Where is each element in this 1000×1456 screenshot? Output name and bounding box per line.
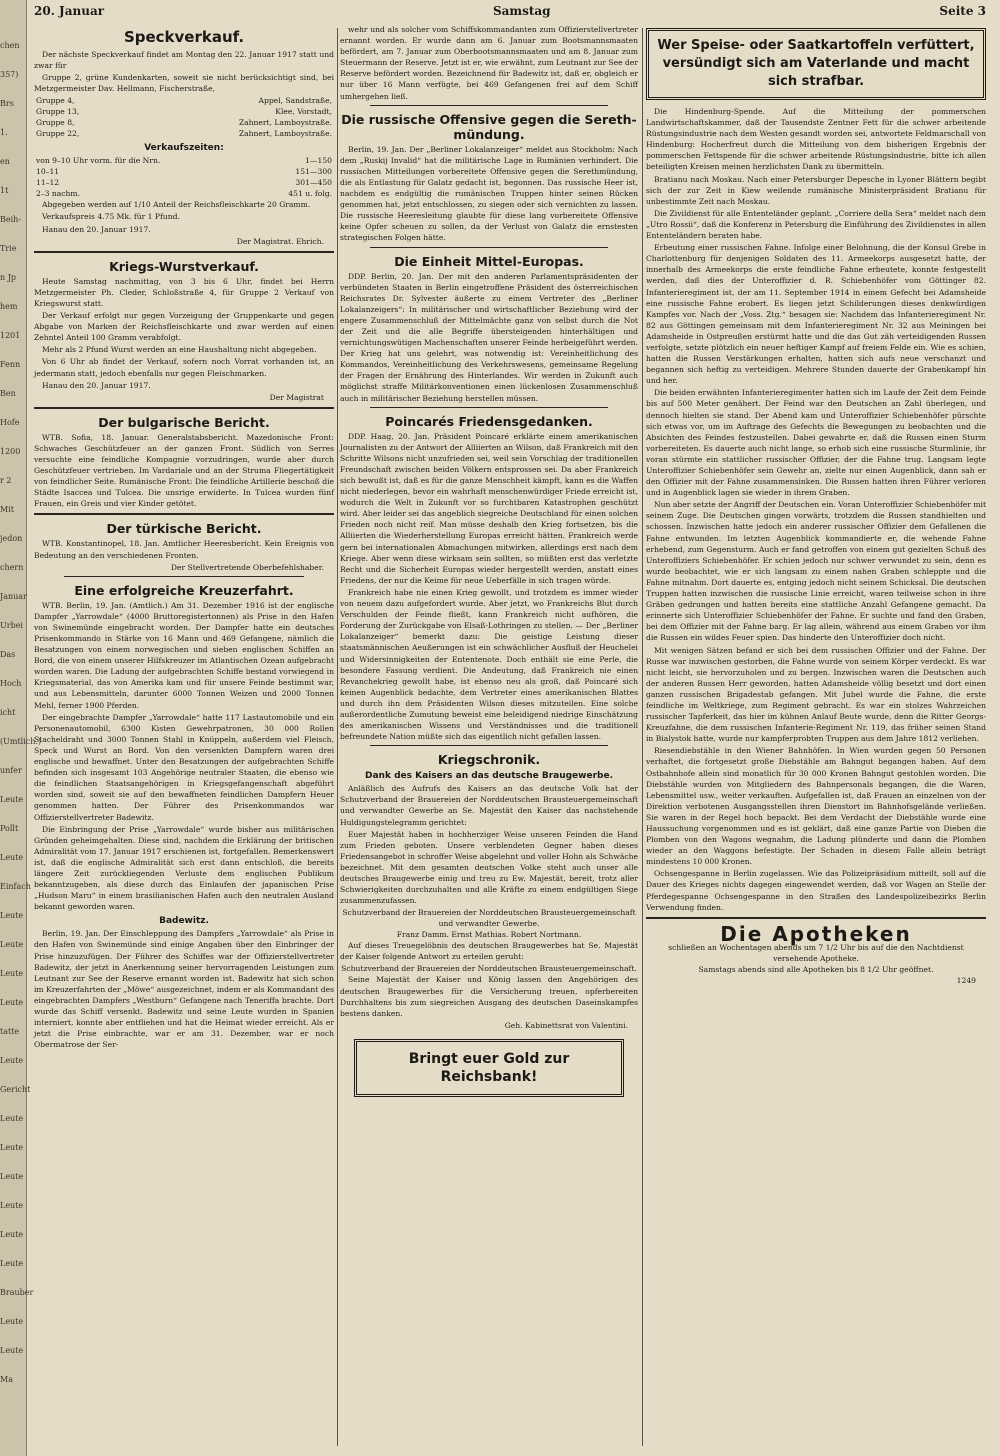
left-page-edge [0,0,42,1456]
edge-fragment: Mit [0,505,14,514]
header-day: Samstag [492,4,551,18]
wurst-title: Kriegs-Wurstverkauf. [109,258,259,274]
edge-fragment: Brauber [0,1288,34,1297]
place-cell: Zahnert, Lamboystraße. [238,129,332,139]
wurst-p1: Heute Samstag nachmittag, von 3 bis 6 Uhr, findet bei Herrn Metzgermeister Ph. Cleder, Schloßstraße 4, für Gruppe 2 Verkauf von Kriegswurst statt. [34,276,334,308]
table-row [34,188,334,199]
edge-fragment: Pollt [0,824,19,833]
kreuz-p1: WTB. Berlin, 19. Jan. (Amtlich.) Am 31. Dezember 1916 ist der englische Dampfer „Yarrowdale“ (4000 Bruttoregistertonnen) als Prise in den Hafen von Swinemünde eingebracht worden. Der Dampfer hatte ein deutsches Prisenkommando in Stärke von 16 Mann und 469 Gefangene, nämlich die Besatzungen von einem norwegischen und sieben englischen Schiffen an Bord, die von einem unserer Hilfskreuzer im Atlantischen Ozean aufgebracht worden waren. Die Ladung der aufgebrachten Schiffe bestand vorwiegend in Kriegsmaterial, das von Amerika kam und für unsere Feinde bestimmt war, und aus Lebensmitteln, darunter 6000 Tonnen Weizen und 2000 Tonnen Mehl, ferner 1900 Pferden. [34,600,334,710]
edge-fragment: (Umtlich.) [0,737,42,746]
hind-p: Die Hindenburg-Spende. Auf die Mitteilung der pommerschen Landwirtschaftskammer, daß der Tausendste Zentner Fett für die schwer arbeitende Rüstungsindustrie nach dem Westen gesandt worden sei, antwortete Feldmarschall von Hindenburg: Hocherfreut durch die Mitteilung von dem bisherigen Ergebnis der pommerschen Fettspende für die schwer arbeitende Rüstungsindustrie, bitte ich allen beteiligten Kreisen meinen herzlichsten Dank zu übermitteln. [646,107,986,172]
turk-p: WTB. Konstantinopel, 18. Jan. Amtlicher Heeresbericht. Kein Ereignis von Bedeutung an den verschiedenen Fronten. [34,539,334,560]
wurst-datum: Hanau den 20. Januar 1917. [42,380,151,390]
group-cell: Gruppe 8, [36,118,75,128]
edge-fragment: Fenn [0,360,21,369]
bulg-title: Der bulgarische Bericht. [98,414,270,430]
edge-fragment: r 2 [0,476,12,485]
apotheken-p1: schließen an Wochentagen abends um 7 1/2 Uhr bis auf die den Nachtdienst versehende Apotheke. [668,942,964,963]
column-2 [340,24,638,1448]
offensive-title: Die russische Offensive gegen die Sereth-mündung. [341,111,637,142]
edge-fragment: Beih- [0,215,22,224]
kreuz-continuation: wehr und als solcher vom Schiffskommandanten zum Offizierstellvertreter ernannt worden. Er wurde dann am 6. Januar zum Bootsmannsmaaten befördert, am 7. Januar zum Oberbootsmannsmaaten und am 8. Januar zum Steuermann der Reserve. Jetzt ist er, wie erwähnt, zum Leutnant zur See der Reserve befördert worden. Bezeichnend für Badewitz ist, daß er, obgleich er nur über 16 Mann verfügte, bei 469 Gefangenen frei auf dem Schiff umhergehen ließ. [340,25,638,101]
edge-fragment: Leute [0,1172,24,1181]
edge-fragment: Brs [0,99,14,108]
divider [370,105,608,106]
edge-fragment: 1200 [0,447,21,456]
brat-p: Bratianu nach Moskau. Nach einer Petersburger Depesche in Lyoner Blättern begibt sich der zur Zeit in Kiew weilende rumänische Ministerpräsident Bratianu für unbestimmte Zeit nach Moskau. [646,174,986,206]
table-row [34,95,334,106]
edge-fragment: tatte [0,1027,20,1036]
table-row [34,106,334,117]
edge-fragment: Leute [0,998,24,1007]
speck-title: Speckverkauf. [123,28,245,46]
edge-fragment: Leute [0,1114,24,1123]
speck-groups-table [34,95,334,139]
chronik-sig1: Schutzverband der Brauereien der Norddeutschen Brausteuergemeinschaft und verwandter Gewerbe. [342,908,636,929]
apotheken-number: 1249 [956,975,976,985]
table-row [34,117,334,128]
divider [64,576,304,577]
edge-fragment: Leute [0,969,24,978]
chronik-title: Kriegschronik. [437,752,541,768]
table-row [34,128,334,139]
edge-fragment: Hoch [0,679,22,688]
edge-fragment: 1201 [0,331,21,340]
edge-fragment: en [0,157,10,166]
edge-fragment: Einfach [0,882,31,891]
table-row [34,177,334,188]
badewitz-p: Berlin, 19. Jan. Der Einschleppung des Dampfers „Yarrowdale“ als Prise in den Hafen von Swinemünde sind einige Angaben über den Einbringer der Prise hinzuzufügen. Der Führer des Schiffes war der Offizierstellvertreter Badewitz, der jetzt in Anerkennung seiner hervorragenden Leistungen zum Leutnant zur See der Reserve ernannt worden ist. Badewitz hat sich schon im Kreuzerfahrten der „Möwe“ ausgezeichnet, indem er als Kommandant des eingebrachten Dampfers „Westburn“ Gefangene nach Teneriffa brachte. Dort wurde das Schiff versenkt. Badewitz und seine Leute wurden in Spanien interniert, konnte aber entfliehen und hat die Heimat wieder erreicht. Als er jetzt die Prise einbrachte, war er am 31. Dezember, war er noch Obermatrose der Ser- [34,929,334,1050]
edge-fragment: Leute [0,1230,24,1239]
divider [34,407,334,409]
column-rule-2 [642,28,643,1446]
edge-fragment: Trie [0,244,17,253]
kartoffel-box: Wer Speise- oder Saatkartoffeln verfüttert, versündigt sich am Vaterlande und macht sich strafbar. [646,28,986,100]
edge-fragment: Hofe [0,418,20,427]
fahne-p2: Die beiden erwähnten Infanterieregimenter hatten sich im Laufe der Zeit dem Feinde bis auf 500 Meter genähert. Der Feind war den Deutschen an Zahl überlegen, und dennoch hielten sie stand. Der Abend kam und Unteroffizier Schiebenhöfer pürschte sich etwas vor, um im Auftrage des Gefechts die Bewegungen zu beobachten und die Absichten des Feindes festzustellen. Dabei gewahrte er, daß die Russen einen Sturm vorbereiteten. Es dauerte auch nicht lange, so erhob sich eine russische Sturmlinie, ihr voran stürmte ein stattlicher russischer Offizier, der die Fahne trug. Langsam legte Unteroffizier Schiebenhöfer sein Gewehr an, zielte nur einen Augenblick, dann sah er den Offizier mit der Fahne zusammensinken. Die Russen hatten ihren Führer verloren und in Augenblick lagen sie wieder in ihrem Graben. [646,388,986,498]
edge-fragment: jedon [0,534,23,543]
turk-signature: Der Stellvertretende Oberbefehlshaber. [170,562,324,572]
edge-fragment: Leute [0,1259,24,1268]
speck-gruppe2: Gruppe 2, grüne Kundenkarten, soweit sie nicht berücksichtigt sind, bei Metzgermeister Dav. Hellmann, Fischerstraße, [34,73,334,94]
divider [370,745,608,746]
table-row [34,166,334,177]
edge-fragment: Das [0,650,16,659]
table-row [34,155,334,166]
divider [370,247,608,248]
fahne-p3: Nun aber setzte der Angriff der Deutschen ein. Voran Unteroffizier Schiebenhöfer mit seinem Zuge. Die Deutschen gingen vorwärts, trotzdem die Russen standhielten und schossen. Inzwischen hatte jedoch ein anderer russischer Offizier dem Gefallenen die Fahne entwunden. Im letzten Augenblick kommandierte er, die wehende Fahne erhebend, zum Gegensturm. Auch er fand getroffen von einem gut gezielten Schuß des Unteroffiziers Schiebenhöfer. Er schien jedoch nur schwer verwundet zu sein, denn es wurde beobachtet, wie er sich langsam zu einem nahen Graben schleppte und die Fahne mitnahm. Dort dauerte es, entging jedoch nicht seinem Schicksal. Die deutschen Truppen hatten inzwischen die russische Linie erreicht, waren teilweise schon in ihre Gräben gedrungen und hatten bereits eine stattliche Anzahl Gefangene gemacht. Da erinnerte sich Unteroffizier Schiebenhöfer der Fahne. Er suchte und fand den Graben, bei dem Offizier mit der Fahne barg. Er lag allein, während aus einem Graben vor ihm die Russen ein wildes Feuer spien. Das hinderte den Unteroffizier doch nicht. [646,500,986,643]
place-cell: Zahnert, Lamboystraße. [238,118,332,128]
wurst-p2: Der Verkauf erfolgt nur gegen Vorzeigung der Gruppenkarte und gegen Abgabe von Marken der Reichsfleischkarte und zwar werden auf einen Zehntel Anteil 100 Gramm verabfolgt. [34,311,334,343]
edge-fragment: Gericht [0,1085,31,1094]
wurst-signature: Der Magistrat [269,392,324,402]
divider [34,251,334,253]
speck-abgabe: Abgegeben werden auf 1/10 Anteil der Reichsfleischkarte 20 Gramm. [42,200,311,210]
header-page-number: Seite 3 [939,4,986,18]
divider [34,513,334,515]
number-cell: 1—150 [305,156,332,166]
fahne-p4: Mit wenigen Sätzen befand er sich bei dem russischen Offizier und der Fahne. Der Russe war inzwischen gestorben, die Fahne wurde von seinem Körper verdeckt. Es war nicht leicht, sie hervorzuholen und zu bergen. Inzwischen waren die Deutschen auch der anderen Russen Herr geworden, hatten Adamsheide völlig besetzt und dort einen ganzen russischen Brigadestab gefangen. Mit Jubel wurde die Fahne, die erste feindliche im Weltkriege, zum Regiment gebracht. Es war ein stolzes Wahrzeichen russischer Tapferkeit, das hier im kühnen Anlauf Beute wurde, denn die Ritter Georgs-Kreuzfahne, die dem russischen Infanterie-Regiment Nr. 119, das früher seinen Stand in Bialystok hatte, wurde nur kampferprobten Truppen aus dem Jahre 1812 verliehen. [646,645,986,744]
time-cell: 2–3 nachm. [36,189,81,199]
edge-fragment: 1t [0,186,9,195]
edge-fragment: Urbei [0,621,23,630]
number-cell: 151—300 [295,167,332,177]
header-date: 20. Januar [34,4,105,18]
group-cell: Gruppe 13, [36,107,80,117]
edge-fragment: Leute [0,1317,24,1326]
edge-fragment: Leute [0,1201,24,1210]
edge-fragment: chen [0,41,20,50]
ochsen-p: Ochsengespanne in Berlin zugelassen. Wie das Polizeipräsidium mitteilt, soll auf die Dauer des Krieges nichts dagegen eingewendet werden, daß vor Wagen an Stelle der Pferdegespanne Ochsengespanne in den Straßen des Landespolizeibezirks Berlin Verwendung finden. [646,869,986,912]
poinc-p1: DDP. Haag, 20. Jan. Präsident Poincaré erklärte einem amerikanischen Journalisten zu der Antwort der Alliierten an Wilson, daß Frankreich mit den Schritte Wilsons nicht unzufrieden sei, weil sein Vorschlag der traditionellen Freundschaft zwischen beiden Völkern entsprossen sei. Da aber Frankreich sich bewußt ist, daß es für die ganze Menschheit kämpft, kann es die Waffen nicht niederlegen, bevor ein wahrhaft menschenwürdiger Friede erreicht ist, wodurch die Welt in Zukunft vor so furchtbaren Katastrophen geschützt wird. Aber leider sei das angeblich siegreiche Deutschland für einen solchen Frieden noch nicht reif. Man müsse deshalb den Krieg fortsetzen, bis die Alliierten die Wiederherstellung Europas erreicht hätten. Frankreich werde gern bei internationalen Abmachungen mitwirken, allerdings erst nach dem Kriege. Aber wenn diese wirksam sein sollten, so müßten erst das verletzte Recht und die Sicherheit Europas wieder hergestellt werden, anstatt eines Friedens, der nur die Keime für neue Ueberfälle in sich tragen würde. [340,431,638,585]
gold-box: Bringt euer Gold zur Reichsbank! [354,1039,624,1097]
divider [646,917,986,919]
edge-fragment: Ma [0,1375,13,1384]
edge-fragment: 1. [0,128,8,137]
column-rule-1 [337,28,338,1446]
column-1 [34,24,334,1448]
edge-fragment: Leute [0,795,24,804]
kreuz-p3: Die Einbringung der Prise „Yarrowdale“ wurde bisher aus militärischen Gründen geheimgehalten. Diese sind, nachdem die Erklärung der britischen Admiralität vom 17. Januar 1917 erschienen ist, fortgefallen. Bemerkenswert ist, daß die englische Admiralität sich erst dann entschloß, die bereits längere Zeit zurückliegenden Verluste dem englischen Publikum bekanntzugeben, als diese durch das Einlaufen der japanischen Prise „Hudson Maru“ in einem brasilianischen Hafen auch den neutralen Ausland bekannt geworden waren. [34,824,334,912]
speck-datum: Hanau den 20. Januar 1917. [42,224,151,234]
badewitz-title: Badewitz. [159,916,209,927]
edge-fragment: chern [0,563,24,572]
edge-fragment: unfer [0,766,22,775]
time-cell: 10–11 [36,167,60,177]
column-3 [646,24,986,1448]
place-cell: Appel, Sandstraße, [258,96,332,106]
divider [370,407,608,408]
speck-intro: Der nächste Speckverkauf findet am Montag den 22. Januar 1917 statt und zwar für [34,50,334,71]
chronik-sig3: Geh. Kabinettsrat von Valentini. [504,1020,628,1030]
time-cell: 11–12 [36,178,60,188]
speck-zeiten-title: Verkaufszeiten: [144,143,224,154]
edge-fragment: n Jp [0,273,17,282]
edge-fragment: Leute [0,1346,24,1355]
chronik-subtitle: Dank des Kaisers an das deutsche Braugewerbe. [365,771,613,782]
wurst-p3: Mehr als 2 Pfund Wurst werden an eine Haushaltung nicht abgegeben. [42,345,317,355]
chronik-p4: Seine Majestät der Kaiser und König lassen den Angehörigen des deutschen Braugewerbes für die Versicherung treuen, opferbereiten Durchhaltens bis zum siegreichen Ausgang des deutschen Daseinskampfes bestens danken. [340,975,638,1018]
edge-fragment: Ben [0,389,16,398]
number-cell: 301—450 [295,178,332,188]
page-header [34,4,986,22]
edge-fragment: Leute [0,911,24,920]
kreuz-title: Eine erfolgreiche Kreuzerfahrt. [74,582,294,598]
number-cell: 451 u. folg. [288,189,332,199]
edge-fragment: Leute [0,853,24,862]
bulg-p: WTB. Sofia, 18. Januar. Generalstabsbericht. Mazedonische Front: Schwaches Geschützfeuer an der ganzen Front. Südlich von Serres versuchte eine feindliche Kompagnie vorzudringen, wurde aber durch Geschützfeuer vertrieben. Im Vardariale und an der Struma Fliegertätigkeit von feindlicher Seite. Rumänische Front: Die feindliche Artillerie beschoß die Städte Isaccea und Tulcea. Die unsrige erwiderte. In Tulcea wurden fünf Frauen, ein Greis und vier Kinder getötet. [34,432,334,509]
edge-fragment: icht [0,708,16,717]
offensive-p: Berlin, 19. Jan. Der „Berliner Lokalanzeiger“ meldet aus Stockholm: Nach dem „Ruskij Invalid“ hat die militärische Lage in Rumänien verhindert. Die russischen Mitteilungen vorbereitete Offensive gegen die Serethmündung, die als Entlastung für Galatz gedacht ist, begonnen. Das russische Heer ist, nachdem es endgültig die rumänischen Truppen hinter seinen Rücken genommen hat, jetzt entschlossen, zu siegen oder sich vernichten zu lassen. Die russische Heeresleitung glaubte für diese lang vorbereitete Offensive keine Opfer scheuen zu sollen, da der Verlust von Galatz die ernstesten strategischen Folgen hätte. [340,144,638,243]
speck-preis: Verkaufspreis 4.75 Mk. für 1 Pfund. [42,212,180,222]
edge-fragment: Leute [0,1143,24,1152]
turk-title: Der türkische Bericht. [106,521,262,537]
apotheken-title: Die Apotheken [720,921,912,946]
riesen-p: Riesendiebstähle in den Wiener Bahnhöfen. In Wien wurden gegen 50 Personen verhaftet, die fortgesetzt große Diebstähle am Bahngut begangen haben. Auf dem Ostbahnhofe allein sind monatlich für 30 000 Kronen Bahngut gestohlen worden. Die Diebstähle wurden von Mitgliedern des Bahnpersonals begangen, die die Waren, Lebensmittel usw., weiter verkauften. Aufgefallen ist, daß Frauen an einzelnen von der Direktion verbotenen Ausgangsstellen ihren Dienstort im Bahnhofsgelände verließen. Sie waren in der Regel hoch bepackt. Bei dem Verdacht der Diebstähle wurde eine Haussuchung vorgenommen und es ist geklärt, daß eine ganze Partie von Dieben die Plomben von den Wagons wegnahm, die Ladung plünderte und dann die Plomben wieder an den Waggons befestigte. Der Schaden in diesem Falle allein beträgt mindestens 10 000 Kronen. [646,746,986,867]
poinc-p2: Frankreich habe nie einen Krieg gewollt, und trotzdem es immer wieder von neuem dazu aufgefordert wurde. Aber jetzt, wo Frankreichs Blut durch Verschulden der Feinde fließt, kann Frankreich nicht aufhören, die Forderung der Zurückgabe von Elsaß-Lothringen zu stellen. — Der „Berliner Lokalanzeiger“ bemerkt dazu: Die geistige Leistung dieser staatsmännischen Aeußerungen ist ein schwächlicher Ausfluß der Heuchelei und Widersinnigkeiten der Ententenote. Doch enthält sie eine Perle, die besondere Fassung verdient. Die Andeutung, daß Frankreich nie einen Revanchekrieg gewollt habe, ist ebenso neu als groß, daß Poincaré sich keinen Augenblick bedachte, dem Vertreter eines amerikanischen Blattes und durch ihn dem Präsidenten Wilson dieses mitzuteilen. Eine solche außerordentliche Zumutung beweist eine beleidigend niedrige Einschätzung des amerikanischen Wissens und Verständnisses und die traditionell befreundete Nation müßte sich das eigentlich nicht gefallen lassen. [340,587,638,742]
kreuz-p2: Der eingebrachte Dampfer „Yarrowdale“ hatte 117 Lastautomobile und ein Personenautomobil, 6300 Kisten Gewehrpatronen, 30 000 Rollen Stacheldraht und 3000 Tonnen Stahl in Knüppeln, außerdem viel Fleisch, Speck und Wurst an Bord. Von den versenkten Dampfern waren drei englische und bewaffnet. Unter den Besatzungen der aufgebrachten Schiffe befinden sich insgesamt 103 Angehörige neutraler Staaten, die ebenso wie die feindlichen Staatsangehörigen in Kriegsgefangenschaft abgeführt worden sind, soweit sie auf den bewaffneten feindlichen Dampfern Heuer genommen hatten. Der Führer des Prisenkommandos war Offizierstellvertreter Badewitz. [34,712,334,822]
chronik-p1: Anläßlich des Aufrufs des Kaisers an das deutsche Volk hat der Schutzverband der Brauereien der Norddeutschen Brausteuergemeinschaft und verwandter Gewerbe an Se. Majestät den Kaiser das nachstehende Huldigungstelegramm gerichtet: [340,784,638,827]
zivil-p: Die Zivildienst für alle Ententeländer geplant. „Corriere della Sera“ meldet nach dem „Utro Rossii“, daß die Konferenz in Petersburg die Einführung des Zivildienstes in allen Ententeländern beraten habe. [646,208,986,241]
edge-fragment: Leute [0,940,24,949]
chronik-p3: Auf dieses Treuegelöbnis des deutschen Braugewerbes hat Se. Majestät der Kaiser folgende Antwort zu erteilen geruht: [340,941,638,962]
place-cell: Klee, Vorstadt, [275,107,332,117]
speck-times-table [34,155,334,199]
group-cell: Gruppe 4, [36,96,75,106]
poinc-title: Poincarés Friedensgedanken. [385,413,593,429]
chronik-sig2: Franz Damm. Ernst Mathias. Robert Nortmann. [396,930,582,940]
chronik-addr: Schutzverband der Brauereien der Norddeutschen Brausteuergemeinschaft. [341,964,637,974]
speck-signature: Der Magistrat. Ehrich. [236,236,324,246]
edge-fragment: hem [0,302,18,311]
edge-fragment: 357) [0,70,19,79]
mittel-p: DDP. Berlin, 20. Jan. Der mit den anderen Parlamentspräsidenten der verbündeten Staaten in Berlin eingetroffene Präsident des österreichischen Reichsrates Dr. Sylvester äußerte zu einem Vertreter des „Berliner Lokalanzeigers“: In militärischer und wirtschaftlicher Beziehung wird der engere Zusammenschluß der Mittelmächte ganz von selbst durch die Not der Zeit und die alle Begriffe übersteigenden hinterhältigen und vernichtungswütigen Machenschaften unserer Feinde herbeigeführt werden. Der Krieg hat uns gelehrt, was notwendig ist: Vereinheitlichung des Kommandos, Vereinheitlichung des Verkehrswesens, gemeinsame Regelung der Fragen der Ernährung des Hinterlandes. Wir werden in Zukunft auch möglichst straffe Militärkonventionen einen lückenlosen Zusammenschluß auch in militärischer Beziehung herstellen müssen. [340,271,638,403]
chronik-p2: Euer Majestät haben in hochherziger Weise unseren Feinden die Hand zum Frieden geboten. Unsere verblendeten Gegner haben dieses Friedensangebot in schroffer Weise abgelehnt und voller Hohn als Schwäche bezeichnet. Mit dem gesamten deutschen Volke steht auch unser alle deutsches Braugewerbe einig und treu zu Ew. Majestät, bereit, trotz aller Schwierigkeiten durchzuhalten und alle Kräfte zu einem endgültigen Siege zusammenzufassen. [340,829,638,906]
group-cell: Gruppe 22, [36,129,80,139]
wurst-p4: Von 6 Uhr ab findet der Verkauf, sofern noch Vorrat vorhanden ist, an jedermann statt, jedoch ebenfalls nur gegen Fleischmarken. [34,357,334,378]
fahne-p1: Erbeutung einer russischen Fahne. Infolge einer Belohnung, die der Konsul Grebe in Charlottenburg für denjenigen Soldaten des 11. Armeekorps ausgesetzt hatte, der innerhalb des Armeekorps die erste feindliche Fahne erbeutete, konnte festgestellt werden, daß dies der Unteroffizier d. R. Schiebenhöfer vom Göttinger 82. Infanterieregiment ist, der am 11. September 1914 in einem Gefecht bei Adamsheide eine russische Fahne erobert. Es liegen jetzt Schilderungen dieses denkwürdigen Kampfes vor. Nach der „Voss. Ztg.“ besagen sie: Nachdem das Infanterieregiment Nr. 82 aus Göttingen gemeinsam mit dem Infanterieregiment Nr. 32 aus Meiningen bei Adamsheide in Ostpreußen erstürmt hatte und die das Gut zäh verteidigenden Russen verfolgte, setzte plötzlich ein neuer heftiger Kampf auf freiem Felde ein. Wie es schien, hatten die Russen Verstärkungen erhalten, hatten sich aufs neue verschanzt und begannen sich heftig zu verteidigen. Mehrere Stunden dauerte der Grabenkampf hin und her. [646,243,986,386]
edge-fragment: Leute [0,1056,24,1065]
mittel-title: Die Einheit Mittel-Europas. [394,253,584,269]
apotheken-p2: Samstags abends sind alle Apotheken bis 8 1/2 Uhr geöffnet. [698,964,934,974]
time-cell: von 9–10 Uhr vorm. für die Nrn. [36,156,161,166]
edge-fragment: Januar [0,592,27,601]
